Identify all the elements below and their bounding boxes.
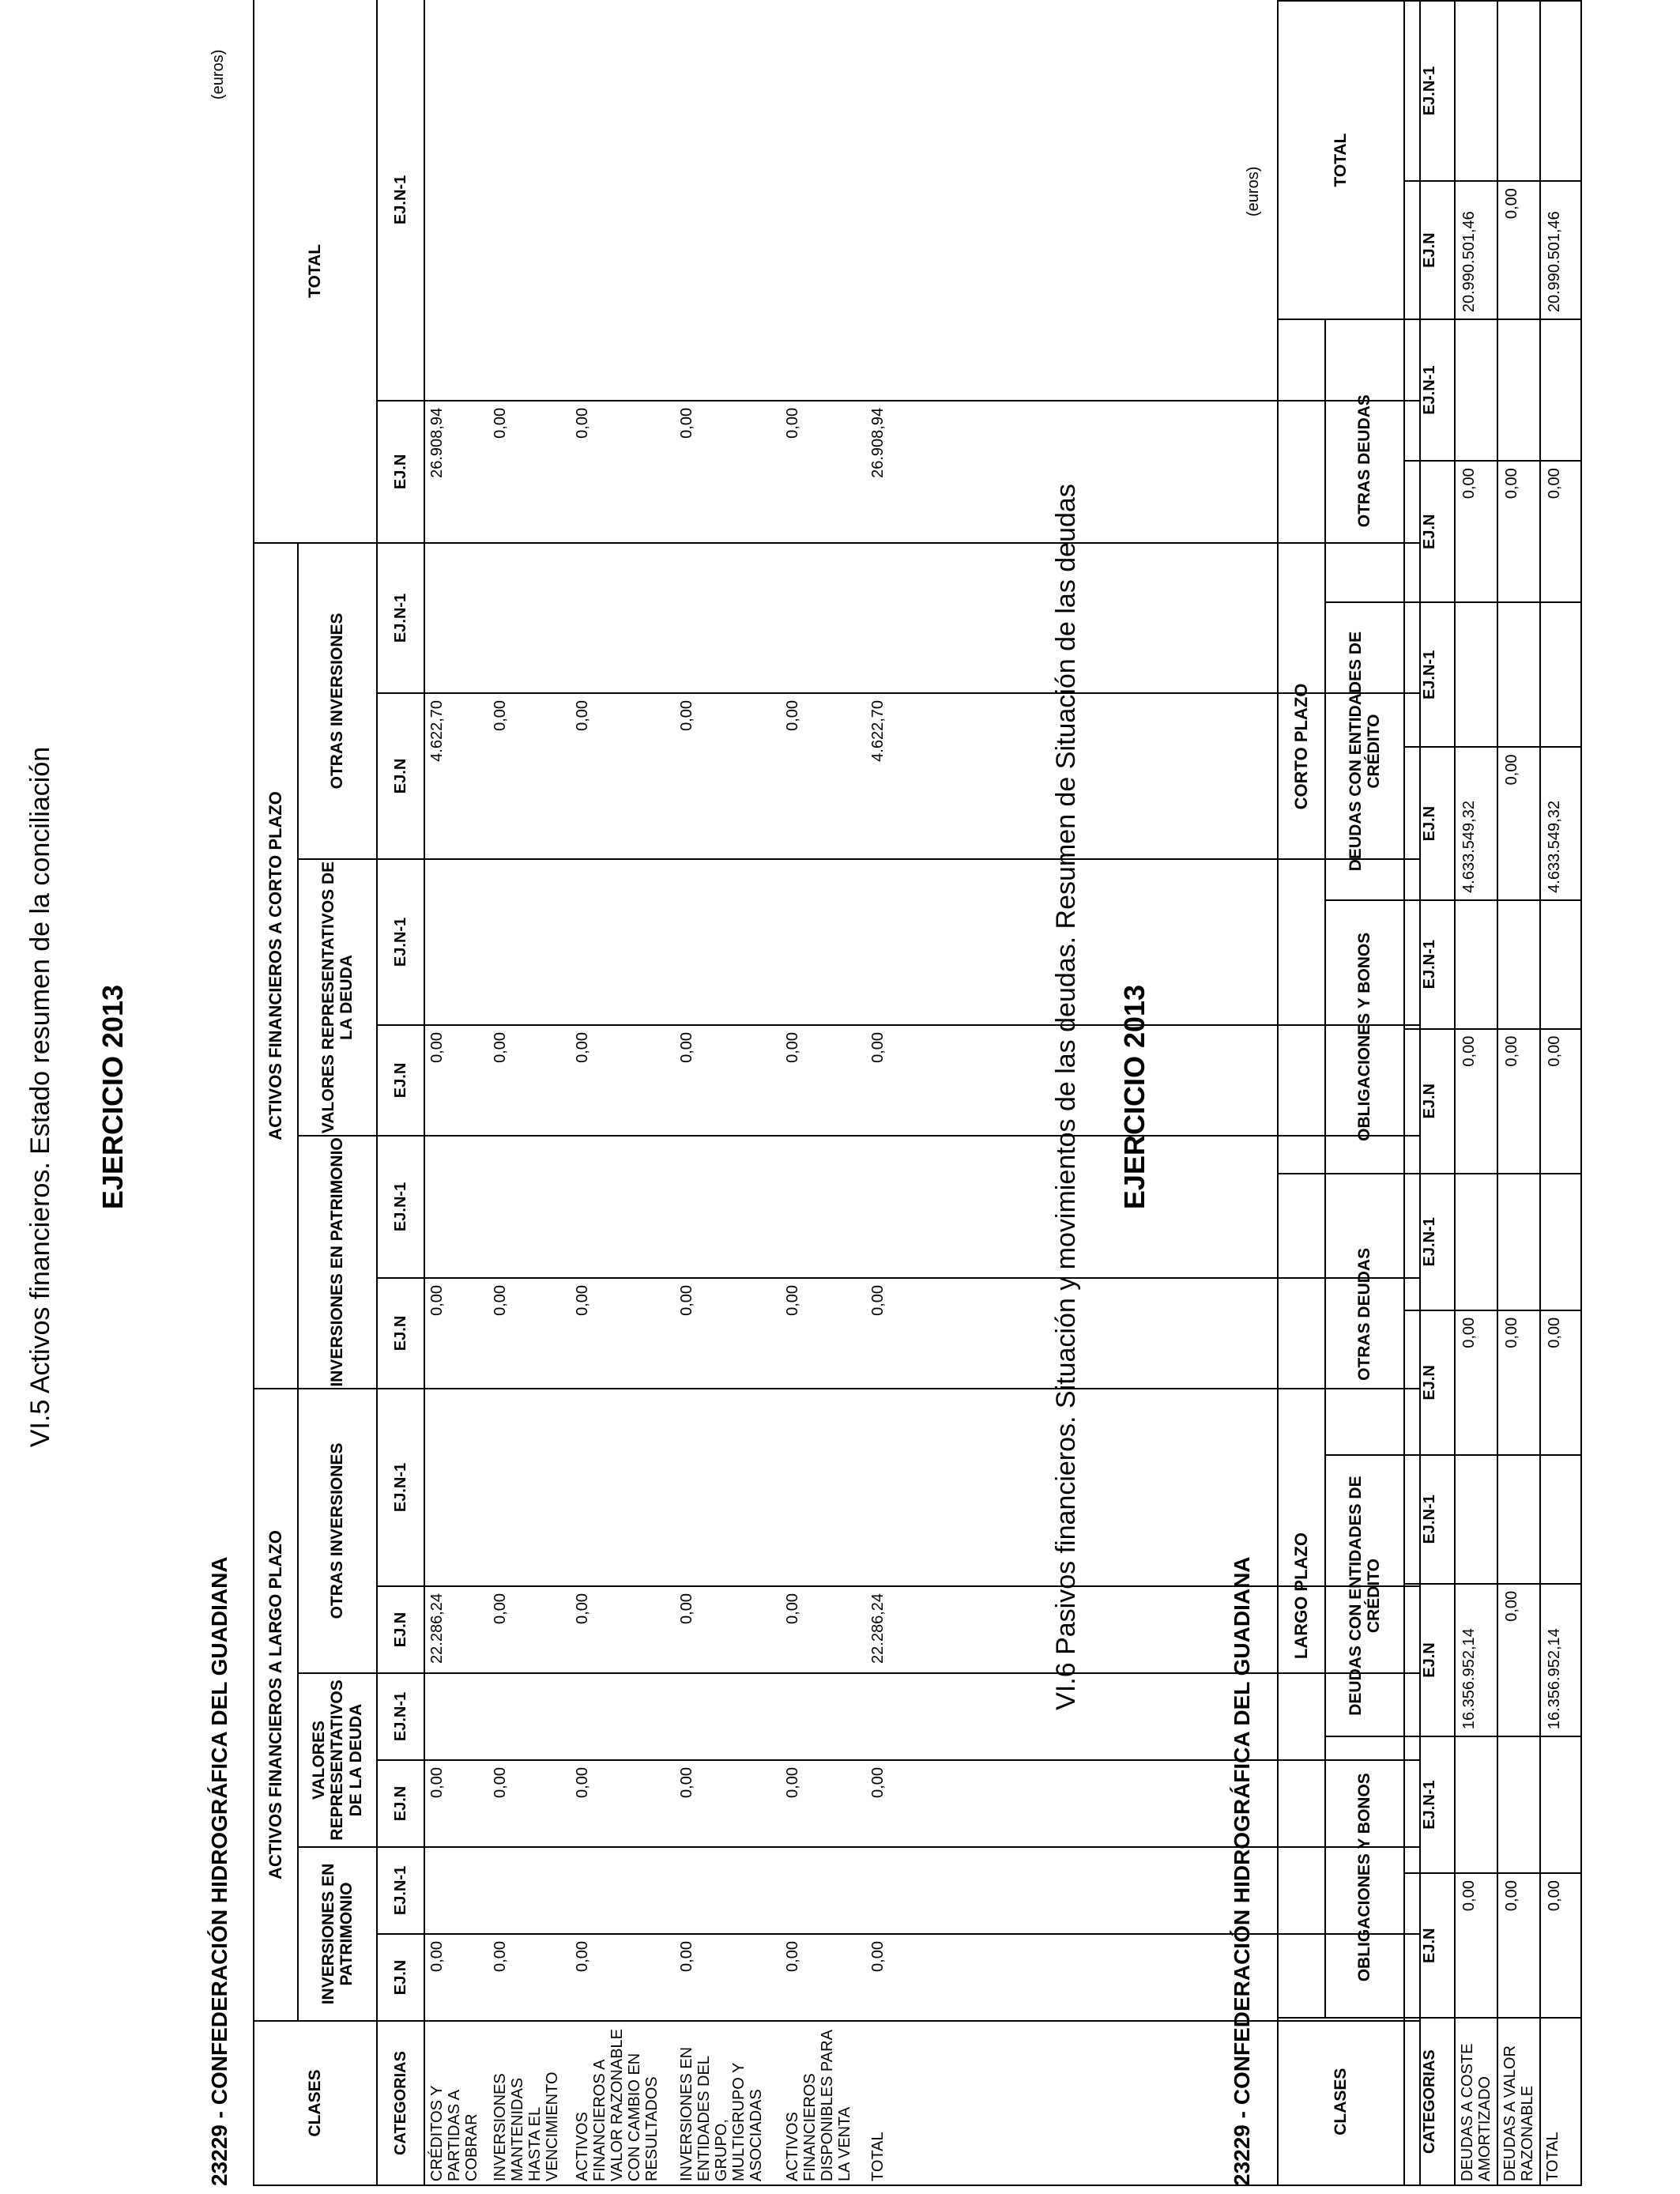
vi5-cell: 0,00 (678, 407, 695, 439)
vi6-cell: 0,00 (1497, 1873, 1540, 2018)
vi5-col-total-ejn1 (424, 0, 1420, 401)
vi5-sub-ejn1: EJ.N-1 (377, 0, 424, 401)
vi6-cell-empty (1455, 319, 1497, 461)
vi6-header-lp-deudas-credito: DEUDAS CON ENTIDADES DE CRÉDITO (1325, 1455, 1404, 1736)
vi6-cell-empty (1540, 602, 1581, 747)
vi6-cell-empty (1497, 319, 1540, 461)
vi6-title: VI.6 Pasivos financieros. Situación y movimientos de las deudas. Resumen de Situación de las deudas (1051, 484, 1081, 1710)
vi5-cell: 0,00 (784, 1941, 801, 1972)
vi5-cell: 0,00 (574, 1284, 591, 1316)
vi5-cell: 26.908,94 (428, 407, 446, 478)
vi6-cell-total: 0,00 (1540, 1029, 1581, 1174)
vi5-cell-total: 4.622,70 (869, 699, 887, 762)
vi6-cell: 0,00 (1497, 1029, 1540, 1174)
vi5-sub-ejn: EJ.N (377, 1278, 424, 1389)
vi5-cell: 0,00 (492, 1593, 509, 1624)
vi6-sub-ejn1: EJ.N-1 (1404, 900, 1455, 1029)
vi6-cell-empty (1540, 1455, 1581, 1584)
vi5-col-cp-ip-ejn1 (424, 1136, 1420, 1278)
vi5-sub-ejn1: EJ.N-1 (377, 1847, 424, 1934)
vi5-cell: 0,00 (574, 1031, 591, 1063)
vi5-cell-total: 0,00 (869, 1941, 887, 1972)
vi5-sub-ejn: EJ.N (377, 1760, 424, 1847)
vi5-sub-ejn1: EJ.N-1 (377, 1389, 424, 1586)
vi6-header-lp-obligaciones: OBLIGACIONES Y BONOS (1325, 1736, 1404, 2018)
vi5-category-total: TOTAL (869, 2132, 887, 2181)
vi5-cell: 0,00 (492, 1284, 509, 1316)
vi5-sub-ejn: EJ.N (377, 1934, 424, 2021)
vi5-category: ACTIVOS FINANCIEROS DISPONIBLES PARA LA VENTA (784, 2030, 853, 2181)
vi5-col-lp-vr-ejn1 (424, 1673, 1420, 1760)
vi5-cell: 0,00 (492, 1031, 509, 1063)
vi5-col-lp-vr-ejn (424, 1760, 1420, 1847)
vi5-col-lp-oi-ejn1 (424, 1389, 1420, 1586)
vi6-sub-ejn1: EJ.N-1 (1404, 319, 1455, 461)
vi5-header-corto-plazo: ACTIVOS FINANCIEROS A CORTO PLAZO (254, 543, 298, 1389)
vi6-header-categorias: CATEGORIAS (1404, 2018, 1455, 2185)
vi6-cell-empty (1455, 1, 1497, 181)
vi6-header-cp-obligaciones: OBLIGACIONES Y BONOS (1325, 900, 1404, 1174)
vi6-header-lp-otras-deudas: OTRAS DEUDAS (1325, 1174, 1404, 1455)
vi5-cell-total: 22.286,24 (869, 1593, 887, 1664)
vi5-cell: 0,00 (678, 699, 695, 731)
vi6-cell: 16.356.952,14 (1455, 1584, 1497, 1736)
vi5-cell-total: 0,00 (869, 1767, 887, 1798)
vi6-cell: 0,00 (1497, 461, 1540, 602)
vi6-sub-ejn1: EJ.N-1 (1404, 1174, 1455, 1310)
vi6-cell-empty (1497, 900, 1540, 1029)
vi5-header-cp-otras-inversiones: OTRAS INVERSIONES (298, 543, 377, 859)
vi6-organismo: 23229 - CONFEDERACIÓN HIDROGRÁFICA DEL GUADIANA (1230, 1556, 1254, 2186)
vi6-cell: 0,00 (1497, 181, 1540, 319)
vi6-category: DEUDAS A COSTE AMORTIZADO (1455, 2018, 1497, 2185)
vi6-cell-empty (1540, 1736, 1581, 1873)
vi5-cell: 4.622,70 (428, 699, 446, 762)
vi5-cell-total: 0,00 (869, 1031, 887, 1063)
vi5-cell: 0,00 (428, 1941, 446, 1972)
vi6-cell: 20.990.501,46 (1455, 181, 1497, 319)
vi5-header-clases: CLASES (254, 2021, 377, 2185)
vi5-cell: 0,00 (784, 1031, 801, 1063)
vi5-category: ACTIVOS FINANCIEROS A VALOR RAZONABLE CON CAMBIO EN RESULTADOS (574, 2028, 661, 2181)
vi6-sub-ejn1: EJ.N-1 (1404, 1736, 1455, 1873)
vi6-cell-empty (1455, 1455, 1497, 1584)
vi5-categories-column (424, 2021, 1420, 2185)
vi5-cell: 0,00 (784, 407, 801, 439)
vi5-col-lp-oi-ejn (424, 1586, 1420, 1673)
vi5-col-cp-vr-ejn (424, 1025, 1420, 1136)
vi6-cell: 0,00 (1455, 1310, 1497, 1455)
vi5-ejercicio: EJERCICIO 2013 (96, 984, 129, 1210)
vi5-cell: 0,00 (678, 1767, 695, 1798)
vi6-sub-ejn1: EJ.N-1 (1404, 1, 1455, 181)
vi5-category: CRÉDITOS Y PARTIDAS A COBRAR (428, 2085, 480, 2181)
vi5-title: VI.5 Activos financieros. Estado resumen de la conciliación (25, 746, 55, 1448)
vi6-header-clases: CLASES (1278, 2018, 1404, 2185)
vi6-header-largo-plazo: LARGO PLAZO (1278, 1174, 1325, 2019)
vi5-col-cp-vr-ejn1 (424, 859, 1420, 1025)
vi5-category: INVERSIONES EN ENTIDADES DEL GRUPO, MULTIGRUPO Y ASOCIADAS (678, 2046, 765, 2181)
vi5-cell: 0,00 (428, 1031, 446, 1063)
vi6-ejercicio: EJERCICIO 2013 (1118, 984, 1151, 1210)
vi5-cell: 0,00 (428, 1767, 446, 1798)
vi6-cell-total: 20.990.501,46 (1540, 181, 1581, 319)
vi6-sub-ejn: EJ.N (1404, 1584, 1455, 1736)
vi5-header-cp-valores-representativos: VALORES REPRESENTATIVOS DE LA DEUDA (298, 859, 377, 1136)
vi6-header-cp-deudas-credito: DEUDAS CON ENTIDADES DE CRÉDITO (1325, 602, 1404, 900)
vi6-cell-empty (1455, 1736, 1497, 1873)
vi6-cell-empty (1455, 602, 1497, 747)
vi5-cell: 0,00 (574, 699, 591, 731)
vi5-cell: 0,00 (784, 1284, 801, 1316)
vi5-sub-ejn1: EJ.N-1 (377, 543, 424, 693)
vi5-cell-total: 0,00 (869, 1284, 887, 1316)
vi5-header-lp-valores-representativos: VALORES REPRESENTATIVOS DE LA DEUDA (298, 1673, 377, 1847)
vi5-col-total-ejn (424, 401, 1420, 543)
vi5-sub-ejn: EJ.N (377, 1586, 424, 1673)
vi6-header-cp-otras-deudas: OTRAS DEUDAS (1325, 319, 1404, 602)
vi6-cell: 0,00 (1455, 1029, 1497, 1174)
vi5-cell: 0,00 (574, 1593, 591, 1624)
vi5-cell: 0,00 (574, 1941, 591, 1972)
vi5-organismo: 23229 - CONFEDERACIÓN HIDROGRÁFICA DEL GUADIANA (207, 1556, 232, 2186)
vi6-sub-ejn: EJ.N (1404, 181, 1455, 319)
vi5-cell: 0,00 (492, 699, 509, 731)
vi6-cell-empty (1497, 1, 1540, 181)
vi6-cell-empty (1497, 1174, 1540, 1310)
vi5-cell: 0,00 (492, 1767, 509, 1798)
vi5-header-categorias: CATEGORIAS (377, 2021, 424, 2185)
vi5-col-cp-oi-ejn (424, 693, 1420, 859)
vi5-cell: 0,00 (574, 407, 591, 439)
vi6-cell: 0,00 (1455, 1873, 1497, 2018)
vi6-sub-ejn: EJ.N (1404, 1873, 1455, 2018)
vi5-header-cp-inversiones-patrimonio: INVERSIONES EN PATRIMONIO (298, 1136, 377, 1389)
vi5-cell-total: 26.908,94 (869, 407, 887, 478)
vi6-cell-empty (1497, 1455, 1540, 1584)
vi5-header-lp-otras-inversiones: OTRAS INVERSIONES (298, 1389, 377, 1673)
vi5-sub-ejn: EJ.N (377, 401, 424, 543)
vi5-header-largo-plazo: ACTIVOS FINANCIEROS A LARGO PLAZO (254, 1389, 298, 2021)
vi6-cell-empty (1455, 1174, 1497, 1310)
vi5-cell: 0,00 (574, 1767, 591, 1798)
vi6-cell-empty (1497, 1736, 1540, 1873)
vi5-cell: 0,00 (784, 1767, 801, 1798)
vi5-cell: 0,00 (428, 1284, 446, 1316)
vi6-sub-ejn: EJ.N (1404, 461, 1455, 602)
vi6-sub-ejn: EJ.N (1404, 1310, 1455, 1455)
vi6-cell: 0,00 (1497, 747, 1540, 899)
vi5-col-lp-ip-ejn (424, 1934, 1420, 2021)
vi6-cell-empty (1455, 900, 1497, 1029)
vi6-cell-total: 4.633.549,32 (1540, 747, 1581, 899)
vi6-cell-total: 0,00 (1540, 1310, 1581, 1455)
vi5-cell: 0,00 (678, 1284, 695, 1316)
vi6-cell-empty (1497, 602, 1540, 747)
vi6-sub-ejn1: EJ.N-1 (1404, 1455, 1455, 1584)
vi5-sub-ejn1: EJ.N-1 (377, 1136, 424, 1278)
vi6-unit: (euros) (1245, 166, 1262, 217)
vi6-header-total: TOTAL (1278, 1, 1404, 319)
vi6-cell-empty (1540, 319, 1581, 461)
vi6-header-corto-plazo: CORTO PLAZO (1278, 319, 1325, 1174)
vi6-cell: 0,00 (1497, 1584, 1540, 1736)
vi5-sub-ejn1: EJ.N-1 (377, 859, 424, 1025)
vi6-cell-total: 16.356.952,14 (1540, 1584, 1581, 1736)
vi6-category: DEUDAS A VALOR RAZONABLE (1497, 2018, 1540, 2185)
vi6-category-total: TOTAL (1540, 2018, 1581, 2185)
vi5-header-lp-inversiones-patrimonio: INVERSIONES EN PATRIMONIO (298, 1847, 377, 2021)
vi5-sub-ejn: EJ.N (377, 1025, 424, 1136)
vi6-cell-empty (1540, 900, 1581, 1029)
vi6-cell-total: 0,00 (1540, 1873, 1581, 2018)
vi6-sub-ejn: EJ.N (1404, 1029, 1455, 1174)
vi5-header-total: TOTAL (254, 0, 377, 543)
vi6-cell: 4.633.549,32 (1455, 747, 1497, 899)
vi6-cell-empty (1540, 1174, 1581, 1310)
vi5-cell: 0,00 (784, 1593, 801, 1624)
vi6-sub-ejn1: EJ.N-1 (1404, 602, 1455, 747)
vi6-sub-ejn: EJ.N (1404, 747, 1455, 899)
vi6-cell: 0,00 (1497, 1310, 1540, 1455)
vi5-cell: 0,00 (784, 699, 801, 731)
vi5-cell: 0,00 (492, 1941, 509, 1972)
vi6-cell-total: 0,00 (1540, 461, 1581, 602)
vi5-cell: 22.286,24 (428, 1593, 446, 1664)
vi5-sub-ejn: EJ.N (377, 693, 424, 859)
vi6-table (1277, 0, 1582, 2186)
vi5-sub-ejn1: EJ.N-1 (377, 1673, 424, 1760)
vi5-cell: 0,00 (492, 407, 509, 439)
vi5-col-lp-ip-ejn1 (424, 1847, 1420, 1934)
vi6-cell-empty (1540, 1, 1581, 181)
vi6-cell: 0,00 (1455, 461, 1497, 602)
vi5-cell: 0,00 (678, 1031, 695, 1063)
vi5-unit: (euros) (209, 49, 227, 100)
vi5-col-cp-ip-ejn (424, 1278, 1420, 1389)
vi5-category: INVERSIONES MANTENIDAS HASTA EL VENCIMIENTO (492, 2071, 561, 2181)
vi5-col-cp-oi-ejn1 (424, 543, 1420, 693)
vi5-cell: 0,00 (678, 1593, 695, 1624)
vi5-cell: 0,00 (678, 1941, 695, 1972)
